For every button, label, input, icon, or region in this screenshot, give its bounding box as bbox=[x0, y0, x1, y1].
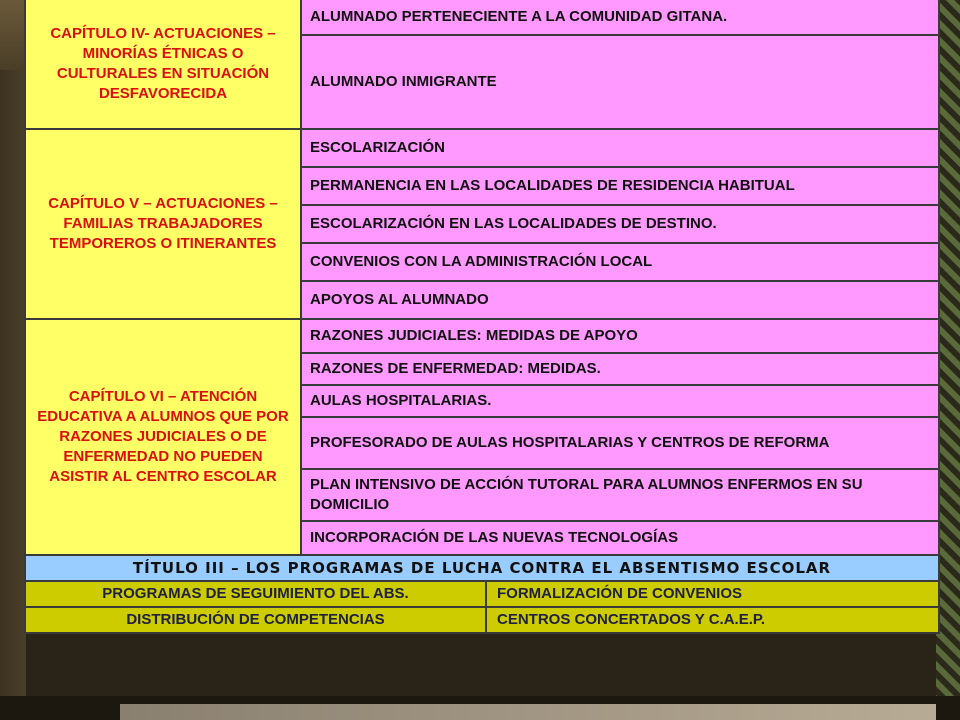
list-item: RAZONES DE ENFERMEDAD: MEDIDAS. bbox=[301, 353, 939, 385]
content-table bbox=[24, 0, 940, 634]
table-row bbox=[25, 581, 939, 607]
list-item: ALUMNADO INMIGRANTE bbox=[301, 35, 939, 129]
list-item: CONVENIOS CON LA ADMINISTRACIÓN LOCAL bbox=[301, 243, 939, 281]
program-cell: DISTRIBUCIÓN DE COMPETENCIAS bbox=[25, 607, 486, 633]
table-row bbox=[25, 0, 939, 35]
table-row bbox=[25, 319, 939, 353]
table-row bbox=[25, 129, 939, 167]
list-item: ALUMNADO PERTENECIENTE A LA COMUNIDAD GITANA. bbox=[301, 0, 939, 35]
list-item: AULAS HOSPITALARIAS. bbox=[301, 385, 939, 417]
list-item: APOYOS AL ALUMNADO bbox=[301, 281, 939, 319]
chapter-v-cell: CAPÍTULO V – ACTUACIONES – FAMILIAS TRABAJADORES TEMPOREROS O ITINERANTES bbox=[25, 129, 301, 319]
list-item: ESCOLARIZACIÓN bbox=[301, 129, 939, 167]
program-cell: CENTROS CONCERTADOS Y C.A.E.P. bbox=[486, 607, 939, 633]
program-cell: PROGRAMAS DE SEGUIMIENTO DEL ABS. bbox=[25, 581, 486, 607]
list-item: PROFESORADO DE AULAS HOSPITALARIAS Y CENTROS DE REFORMA bbox=[301, 417, 939, 469]
program-cell: FORMALIZACIÓN DE CONVENIOS bbox=[486, 581, 939, 607]
chapter-iv-cell: CAPÍTULO IV- ACTUACIONES – MINORÍAS ÉTNICAS O CULTURALES EN SITUACIÓN DESFAVORECIDA bbox=[25, 0, 301, 129]
background-left-texture bbox=[0, 70, 26, 720]
titulo-iii-heading: TÍTULO III – LOS PROGRAMAS DE LUCHA CONTRA EL ABSENTISMO ESCOLAR bbox=[25, 555, 939, 581]
table-row bbox=[25, 555, 939, 581]
list-item: INCORPORACIÓN DE LAS NUEVAS TECNOLOGÍAS bbox=[301, 521, 939, 555]
list-item: RAZONES JUDICIALES: MEDIDAS DE APOYO bbox=[301, 319, 939, 353]
list-item: PERMANENCIA EN LAS LOCALIDADES DE RESIDENCIA HABITUAL bbox=[301, 167, 939, 205]
table-row bbox=[25, 607, 939, 633]
background-bottom-panel bbox=[120, 704, 936, 720]
list-item: ESCOLARIZACIÓN EN LAS LOCALIDADES DE DESTINO. bbox=[301, 205, 939, 243]
chapter-vi-cell: CAPÍTULO VI – ATENCIÓN EDUCATIVA A ALUMNOS QUE POR RAZONES JUDICIALES O DE ENFERMEDAD NO PUEDEN ASISTIR AL CENTRO ESCOLAR bbox=[25, 319, 301, 555]
list-item: PLAN INTENSIVO DE ACCIÓN TUTORAL PARA ALUMNOS ENFERMOS EN SU DOMICILIO bbox=[301, 469, 939, 521]
